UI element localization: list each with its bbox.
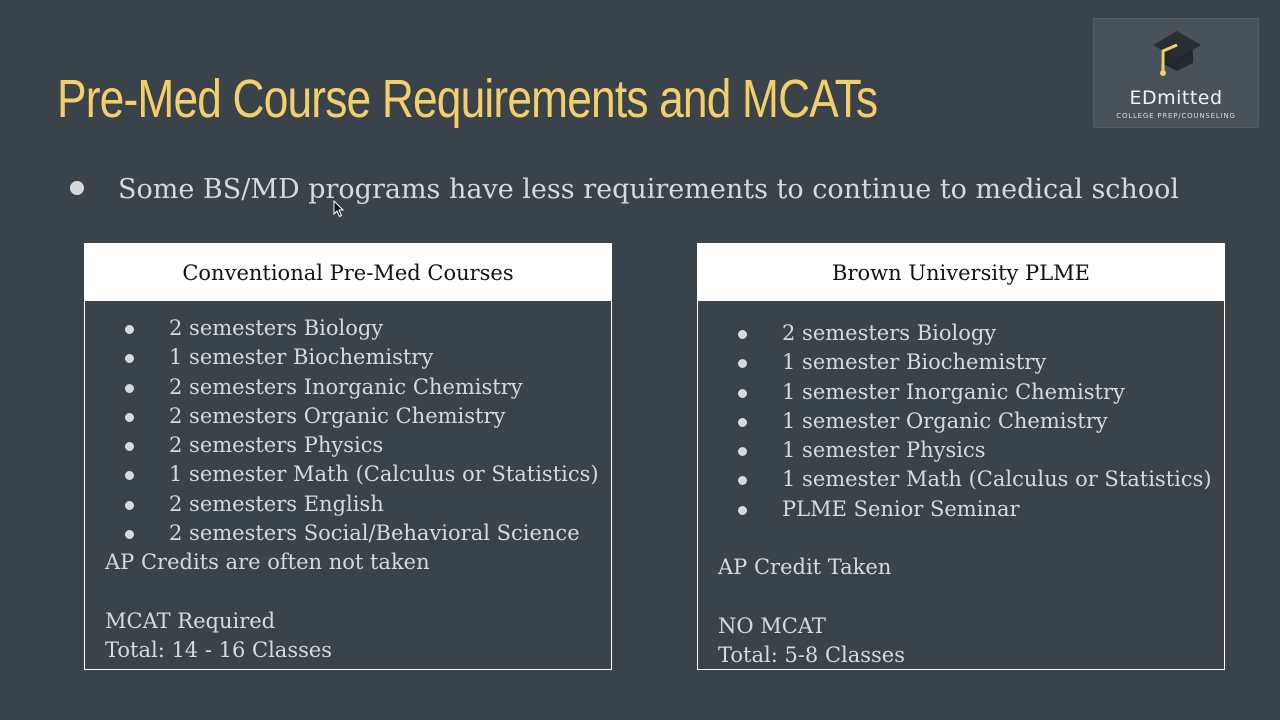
bullet-dot xyxy=(738,506,747,515)
list-item: 1 semester Biochemistry xyxy=(105,343,611,372)
list-item: 2 semesters English xyxy=(105,490,611,519)
bullet-dot xyxy=(738,476,747,485)
slide-title: Pre-Med Course Requirements and MCATs xyxy=(57,69,878,129)
bullet-dot xyxy=(738,359,747,368)
brown-course-list xyxy=(718,319,1224,524)
bullet-dot xyxy=(125,384,134,393)
conventional-card-body xyxy=(85,301,611,666)
list-item: 1 semester Inorganic Chemistry xyxy=(718,378,1224,407)
list-item: 1 semester Physics xyxy=(718,436,1224,465)
list-item: 2 semesters Organic Chemistry xyxy=(105,402,611,431)
logo-name: EDmitted xyxy=(1129,87,1223,109)
conventional-total: Total: 14 - 16 Classes xyxy=(105,638,333,663)
list-item: 1 semester Math (Calculus or Statistics) xyxy=(105,460,611,489)
bullet-dot xyxy=(125,325,134,334)
mouse-cursor-icon xyxy=(333,200,345,218)
list-item: 1 semester Math (Calculus or Statistics) xyxy=(718,465,1224,494)
logo-tagline: COLLEGE PREP/COUNSELING xyxy=(1116,112,1236,120)
bullet-dot xyxy=(738,330,747,339)
bullet-dot xyxy=(70,181,84,195)
edmitted-logo xyxy=(1093,18,1259,128)
brown-total: Total: 5-8 Classes xyxy=(718,643,906,668)
conventional-ap-note: AP Credits are often not taken xyxy=(105,550,430,575)
bullet-dot xyxy=(125,413,134,422)
list-item: 2 semesters Inorganic Chemistry xyxy=(105,373,611,402)
brown-ap-note: AP Credit Taken xyxy=(718,555,892,580)
conventional-premed-card xyxy=(84,243,612,670)
conventional-course-list xyxy=(105,314,611,548)
list-item: PLME Senior Seminar xyxy=(718,495,1224,524)
brown-plme-card xyxy=(697,243,1225,670)
conventional-mcat-note: MCAT Required xyxy=(105,608,276,633)
list-item: 1 semester Organic Chemistry xyxy=(718,407,1224,436)
list-item: 2 semesters Biology xyxy=(718,319,1224,348)
bullet-dot xyxy=(125,530,134,539)
list-item: 2 semesters Social/Behavioral Science xyxy=(105,519,611,548)
intro-bullet xyxy=(70,174,1179,205)
brown-card-header: Brown University PLME xyxy=(698,244,1224,301)
list-item: 1 semester Biochemistry xyxy=(718,348,1224,377)
brown-mcat-note: NO MCAT xyxy=(718,613,826,638)
list-item: 2 semesters Biology xyxy=(105,314,611,343)
list-item: 2 semesters Physics xyxy=(105,431,611,460)
conventional-card-header: Conventional Pre-Med Courses xyxy=(85,244,611,301)
bullet-dot xyxy=(125,442,134,451)
bullet-dot xyxy=(738,447,747,456)
bullet-dot xyxy=(738,389,747,398)
bullet-dot xyxy=(125,501,134,510)
bullet-dot xyxy=(125,471,134,480)
bullet-dot xyxy=(738,418,747,427)
bullet-dot xyxy=(125,354,134,363)
graduation-cap-icon xyxy=(1149,27,1205,85)
brown-card-body xyxy=(698,301,1224,671)
intro-bullet-text: Some BS/MD programs have less requirements to continue to medical school xyxy=(118,174,1179,205)
